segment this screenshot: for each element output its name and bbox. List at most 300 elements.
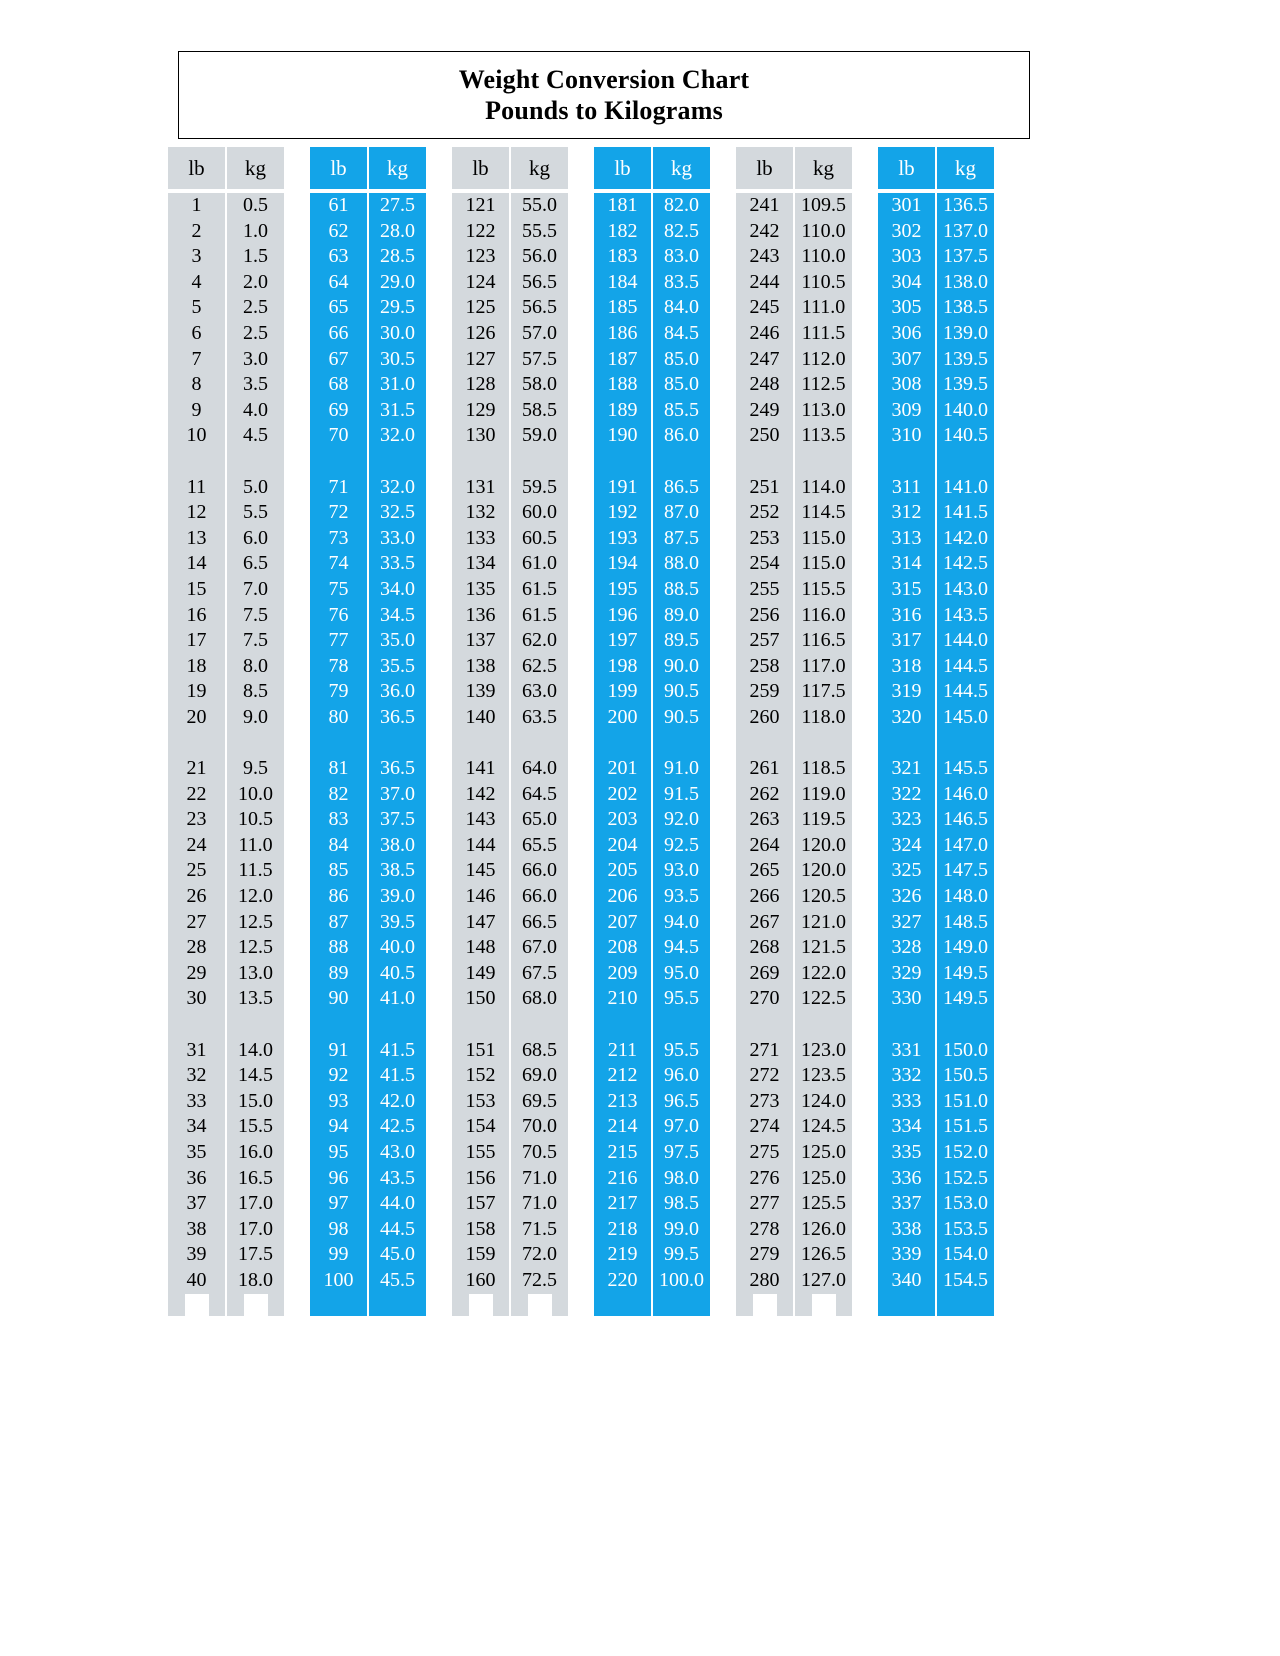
group-spacer [653,449,710,475]
footer-notch-lb [310,1294,369,1316]
cell-lb: 249 [749,398,780,421]
cell-kg: 4.5 [243,424,268,447]
cell-lb: 201 [607,757,638,780]
cell-kg: 139.5 [943,347,988,370]
cell-kg: 112.0 [801,347,846,370]
cell-kg: 114.0 [801,475,846,498]
cell-kg: 58.0 [522,373,557,396]
cell-lb: 134 [465,552,496,575]
cell-lb: 149 [465,961,496,984]
group-spacer [168,449,225,475]
cell-lb: 90 [328,987,349,1010]
column-kg [653,193,710,1294]
cell-kg: 56.0 [522,245,557,268]
cell-lb: 303 [891,245,922,268]
cell-kg: 87.0 [664,501,699,524]
table-footer-notch [878,1294,994,1316]
footer-notch-lb [594,1294,653,1316]
table-footer-notch [736,1294,852,1316]
cell-kg: 115.0 [801,552,846,575]
group-spacer [937,449,994,475]
footer-notch-kg [653,1294,710,1316]
table-header-row [452,147,568,189]
cell-lb: 217 [607,1192,638,1215]
cell-kg: 28.0 [380,219,415,242]
cell-kg: 84.0 [664,296,699,319]
column-kg [795,193,852,1294]
cell-kg: 37.5 [380,808,415,831]
cell-lb: 182 [607,219,638,242]
cell-lb: 147 [465,910,496,933]
cell-kg: 7.5 [243,603,268,626]
table-footer-notch [310,1294,426,1316]
cell-kg: 41.5 [380,1064,415,1087]
cell-lb: 206 [607,885,638,908]
group-spacer [369,1012,426,1038]
column-header-lb: lb [168,147,227,189]
footer-notch-kg [937,1294,994,1316]
cell-lb: 191 [607,475,638,498]
cell-lb: 308 [891,373,922,396]
cell-kg: 114.5 [801,501,846,524]
group-spacer [227,449,284,475]
cell-kg: 113.0 [801,398,846,421]
cell-lb: 145 [465,859,496,882]
cell-lb: 313 [891,526,922,549]
cell-lb: 186 [607,321,638,344]
group-spacer [452,449,509,475]
group-spacer [736,449,793,475]
cell-lb: 141 [465,757,496,780]
cell-kg: 92.0 [664,808,699,831]
cell-lb: 79 [328,680,349,703]
cell-lb: 129 [465,398,496,421]
cell-kg: 152.0 [943,1140,988,1163]
cell-lb: 137 [465,629,496,652]
footer-notch-kg [795,1294,852,1316]
cell-kg: 64.0 [522,757,557,780]
cell-lb: 1 [191,194,202,216]
cell-kg: 126.5 [801,1243,846,1266]
cell-lb: 264 [749,833,780,856]
cell-kg: 72.5 [522,1268,557,1291]
cell-lb: 94 [328,1115,349,1138]
cell-kg: 138.0 [943,270,988,293]
cell-lb: 63 [328,245,349,268]
cell-kg: 6.0 [243,526,268,549]
cell-kg: 137.0 [943,219,988,242]
cell-kg: 139.0 [943,321,988,344]
cell-lb: 322 [891,782,922,805]
cell-lb: 323 [891,808,922,831]
cell-kg: 71.0 [522,1166,557,1189]
cell-kg: 95.5 [664,987,699,1010]
cell-lb: 96 [328,1166,349,1189]
cell-kg: 143.5 [943,603,988,626]
cell-lb: 198 [607,654,638,677]
cell-lb: 100 [323,1268,354,1291]
cell-lb: 255 [749,577,780,600]
cell-lb: 309 [891,398,922,421]
cell-lb: 87 [328,910,349,933]
group-spacer [736,730,793,756]
table-body [168,193,284,1294]
cell-lb: 130 [465,424,496,447]
cell-lb: 95 [328,1140,349,1163]
cell-lb: 312 [891,501,922,524]
cell-kg: 36.0 [380,680,415,703]
cell-lb: 66 [328,321,349,344]
table-body [878,193,994,1294]
cell-lb: 68 [328,373,349,396]
cell-kg: 98.5 [664,1192,699,1215]
cell-lb: 17 [186,629,207,652]
cell-lb: 80 [328,705,349,728]
column-header-lb: lb [452,147,511,189]
cell-lb: 155 [465,1140,496,1163]
cell-lb: 9 [191,398,202,421]
column-header-lb: lb [310,147,369,189]
cell-kg: 144.5 [943,680,988,703]
cell-kg: 151.5 [943,1115,988,1138]
group-spacer [227,730,284,756]
cell-kg: 112.5 [801,373,846,396]
cell-kg: 145.5 [943,757,988,780]
cell-kg: 9.5 [243,757,268,780]
cell-kg: 123.0 [801,1038,846,1061]
cell-kg: 154.5 [943,1268,988,1291]
cell-kg: 119.0 [801,782,846,805]
cell-lb: 158 [465,1217,496,1240]
cell-lb: 85 [328,859,349,882]
cell-lb: 121 [465,194,496,216]
cell-lb: 122 [465,219,496,242]
cell-lb: 77 [328,629,349,652]
cell-kg: 44.5 [380,1217,415,1240]
cell-kg: 15.0 [238,1089,273,1112]
cell-kg: 63.5 [522,705,557,728]
cell-kg: 137.5 [943,245,988,268]
group-spacer [310,730,367,756]
cell-lb: 332 [891,1064,922,1087]
cell-kg: 85.5 [664,398,699,421]
cell-lb: 333 [891,1089,922,1112]
cell-kg: 59.0 [522,424,557,447]
column-header-kg: kg [369,147,426,189]
cell-kg: 146.5 [943,808,988,831]
group-spacer [594,449,651,475]
group-spacer [310,449,367,475]
cell-kg: 126.0 [801,1217,846,1240]
cell-kg: 95.0 [664,961,699,984]
notch-cut [753,1294,777,1316]
cell-kg: 12.5 [238,936,273,959]
cell-lb: 335 [891,1140,922,1163]
cell-kg: 17.0 [238,1217,273,1240]
cell-lb: 62 [328,219,349,242]
cell-kg: 82.0 [664,194,699,216]
notch-cut [611,1294,635,1316]
cell-lb: 204 [607,833,638,856]
group-spacer [653,730,710,756]
table-footer-notch [452,1294,568,1316]
cell-lb: 132 [465,501,496,524]
cell-lb: 19 [186,680,207,703]
cell-lb: 328 [891,936,922,959]
cell-kg: 60.0 [522,501,557,524]
cell-kg: 70.5 [522,1140,557,1163]
cell-kg: 127.0 [801,1268,846,1291]
cell-lb: 16 [186,603,207,626]
cell-kg: 60.5 [522,526,557,549]
cell-kg: 91.5 [664,782,699,805]
cell-lb: 69 [328,398,349,421]
cell-lb: 194 [607,552,638,575]
cell-lb: 128 [465,373,496,396]
cell-lb: 70 [328,424,349,447]
cell-lb: 146 [465,885,496,908]
cell-kg: 43.0 [380,1140,415,1163]
cell-lb: 327 [891,910,922,933]
cell-lb: 148 [465,936,496,959]
column-kg [511,193,568,1294]
cell-kg: 83.0 [664,245,699,268]
cell-lb: 219 [607,1243,638,1266]
cell-kg: 141.0 [943,475,988,498]
cell-lb: 26 [186,885,207,908]
column-header-lb: lb [594,147,653,189]
table-header-row [168,147,284,189]
cell-lb: 256 [749,603,780,626]
cell-kg: 148.5 [943,910,988,933]
group-spacer [937,730,994,756]
cell-lb: 314 [891,552,922,575]
cell-lb: 8 [191,373,202,396]
cell-lb: 279 [749,1243,780,1266]
cell-kg: 100.0 [659,1268,704,1291]
cell-kg: 34.0 [380,577,415,600]
cell-kg: 91.0 [664,757,699,780]
cell-kg: 30.0 [380,321,415,344]
cell-lb: 246 [749,321,780,344]
cell-kg: 122.0 [801,961,846,984]
cell-lb: 33 [186,1089,207,1112]
cell-lb: 131 [465,475,496,498]
cell-kg: 67.5 [522,961,557,984]
cell-lb: 78 [328,654,349,677]
group-spacer [878,1012,935,1038]
cell-kg: 72.0 [522,1243,557,1266]
cell-lb: 5 [191,296,202,319]
cell-lb: 72 [328,501,349,524]
cell-lb: 200 [607,705,638,728]
cell-lb: 306 [891,321,922,344]
cell-kg: 66.0 [522,885,557,908]
cell-lb: 24 [186,833,207,856]
cell-lb: 3 [191,245,202,268]
cell-lb: 11 [186,475,207,498]
cell-kg: 92.5 [664,833,699,856]
cell-kg: 33.0 [380,526,415,549]
cell-lb: 34 [186,1115,207,1138]
cell-lb: 278 [749,1217,780,1240]
cell-lb: 207 [607,910,638,933]
group-spacer [594,730,651,756]
cell-lb: 210 [607,987,638,1010]
cell-kg: 57.0 [522,321,557,344]
cell-lb: 73 [328,526,349,549]
group-spacer [795,730,852,756]
title-box [178,51,1030,139]
cell-kg: 122.5 [801,987,846,1010]
cell-lb: 339 [891,1243,922,1266]
cell-lb: 159 [465,1243,496,1266]
cell-lb: 259 [749,680,780,703]
cell-kg: 13.0 [238,961,273,984]
cell-lb: 266 [749,885,780,908]
cell-lb: 82 [328,782,349,805]
cell-kg: 29.0 [380,270,415,293]
cell-lb: 154 [465,1115,496,1138]
cell-kg: 3.0 [243,347,268,370]
cell-kg: 56.5 [522,270,557,293]
conversion-table-group [168,147,1048,1316]
table-header-row [594,147,710,189]
group-spacer [452,730,509,756]
cell-kg: 11.0 [238,833,273,856]
cell-lb: 125 [465,296,496,319]
cell-lb: 7 [191,347,202,370]
cell-kg: 125.0 [801,1140,846,1163]
notch-cut [185,1294,209,1316]
cell-kg: 15.5 [238,1115,273,1138]
table-body [594,193,710,1294]
cell-lb: 39 [186,1243,207,1266]
cell-kg: 94.0 [664,910,699,933]
cell-kg: 37.0 [380,782,415,805]
cell-kg: 121.0 [801,910,846,933]
cell-lb: 40 [186,1268,207,1291]
cell-kg: 109.5 [801,194,846,216]
cell-kg: 96.0 [664,1064,699,1087]
cell-kg: 152.5 [943,1166,988,1189]
cell-lb: 257 [749,629,780,652]
cell-kg: 55.0 [522,194,557,216]
cell-kg: 66.0 [522,859,557,882]
cell-kg: 27.5 [380,194,415,216]
group-spacer [937,1012,994,1038]
cell-lb: 29 [186,961,207,984]
cell-lb: 195 [607,577,638,600]
table-body [736,193,852,1294]
cell-lb: 277 [749,1192,780,1215]
cell-lb: 338 [891,1217,922,1240]
footer-notch-lb [736,1294,795,1316]
cell-lb: 254 [749,552,780,575]
cell-kg: 68.0 [522,987,557,1010]
cell-lb: 93 [328,1089,349,1112]
column-kg [227,193,284,1294]
cell-lb: 196 [607,603,638,626]
cell-lb: 263 [749,808,780,831]
column-header-lb: lb [878,147,937,189]
cell-kg: 111.0 [801,296,846,319]
cell-lb: 270 [749,987,780,1010]
cell-kg: 45.5 [380,1268,415,1291]
group-spacer [369,730,426,756]
cell-lb: 209 [607,961,638,984]
cell-kg: 34.5 [380,603,415,626]
cell-lb: 260 [749,705,780,728]
cell-lb: 220 [607,1268,638,1291]
cell-kg: 69.0 [522,1064,557,1087]
cell-lb: 331 [891,1038,922,1061]
cell-kg: 4.0 [243,398,268,421]
cell-lb: 142 [465,782,496,805]
cell-kg: 2.5 [243,321,268,344]
cell-lb: 36 [186,1166,207,1189]
cell-kg: 140.5 [943,424,988,447]
group-spacer [795,1012,852,1038]
group-spacer [795,449,852,475]
cell-lb: 275 [749,1140,780,1163]
cell-kg: 44.0 [380,1192,415,1215]
cell-lb: 187 [607,347,638,370]
cell-kg: 88.0 [664,552,699,575]
cell-lb: 75 [328,577,349,600]
cell-kg: 65.0 [522,808,557,831]
cell-kg: 65.5 [522,833,557,856]
cell-kg: 0.5 [243,194,268,216]
cell-kg: 139.5 [943,373,988,396]
group-spacer [511,1012,568,1038]
cell-lb: 324 [891,833,922,856]
cell-lb: 203 [607,808,638,831]
cell-lb: 25 [186,859,207,882]
cell-lb: 265 [749,859,780,882]
cell-kg: 9.0 [243,705,268,728]
cell-kg: 85.0 [664,373,699,396]
cell-kg: 153.0 [943,1192,988,1215]
cell-kg: 2.5 [243,296,268,319]
cell-lb: 208 [607,936,638,959]
cell-lb: 213 [607,1089,638,1112]
cell-kg: 36.5 [380,757,415,780]
cell-lb: 127 [465,347,496,370]
cell-kg: 110.5 [801,270,846,293]
conversion-table-block [594,147,710,1316]
group-spacer [878,449,935,475]
notch-cut [469,1294,493,1316]
cell-lb: 211 [607,1038,638,1061]
cell-kg: 13.5 [238,987,273,1010]
cell-lb: 319 [891,680,922,703]
cell-lb: 268 [749,936,780,959]
cell-kg: 85.0 [664,347,699,370]
cell-lb: 65 [328,296,349,319]
cell-lb: 242 [749,219,780,242]
cell-kg: 96.5 [664,1089,699,1112]
cell-lb: 92 [328,1064,349,1087]
cell-lb: 89 [328,961,349,984]
cell-kg: 61.5 [522,603,557,626]
cell-kg: 117.0 [801,654,846,677]
group-spacer [168,1012,225,1038]
cell-kg: 32.5 [380,501,415,524]
cell-kg: 124.5 [801,1115,846,1138]
cell-lb: 188 [607,373,638,396]
cell-lb: 152 [465,1064,496,1087]
